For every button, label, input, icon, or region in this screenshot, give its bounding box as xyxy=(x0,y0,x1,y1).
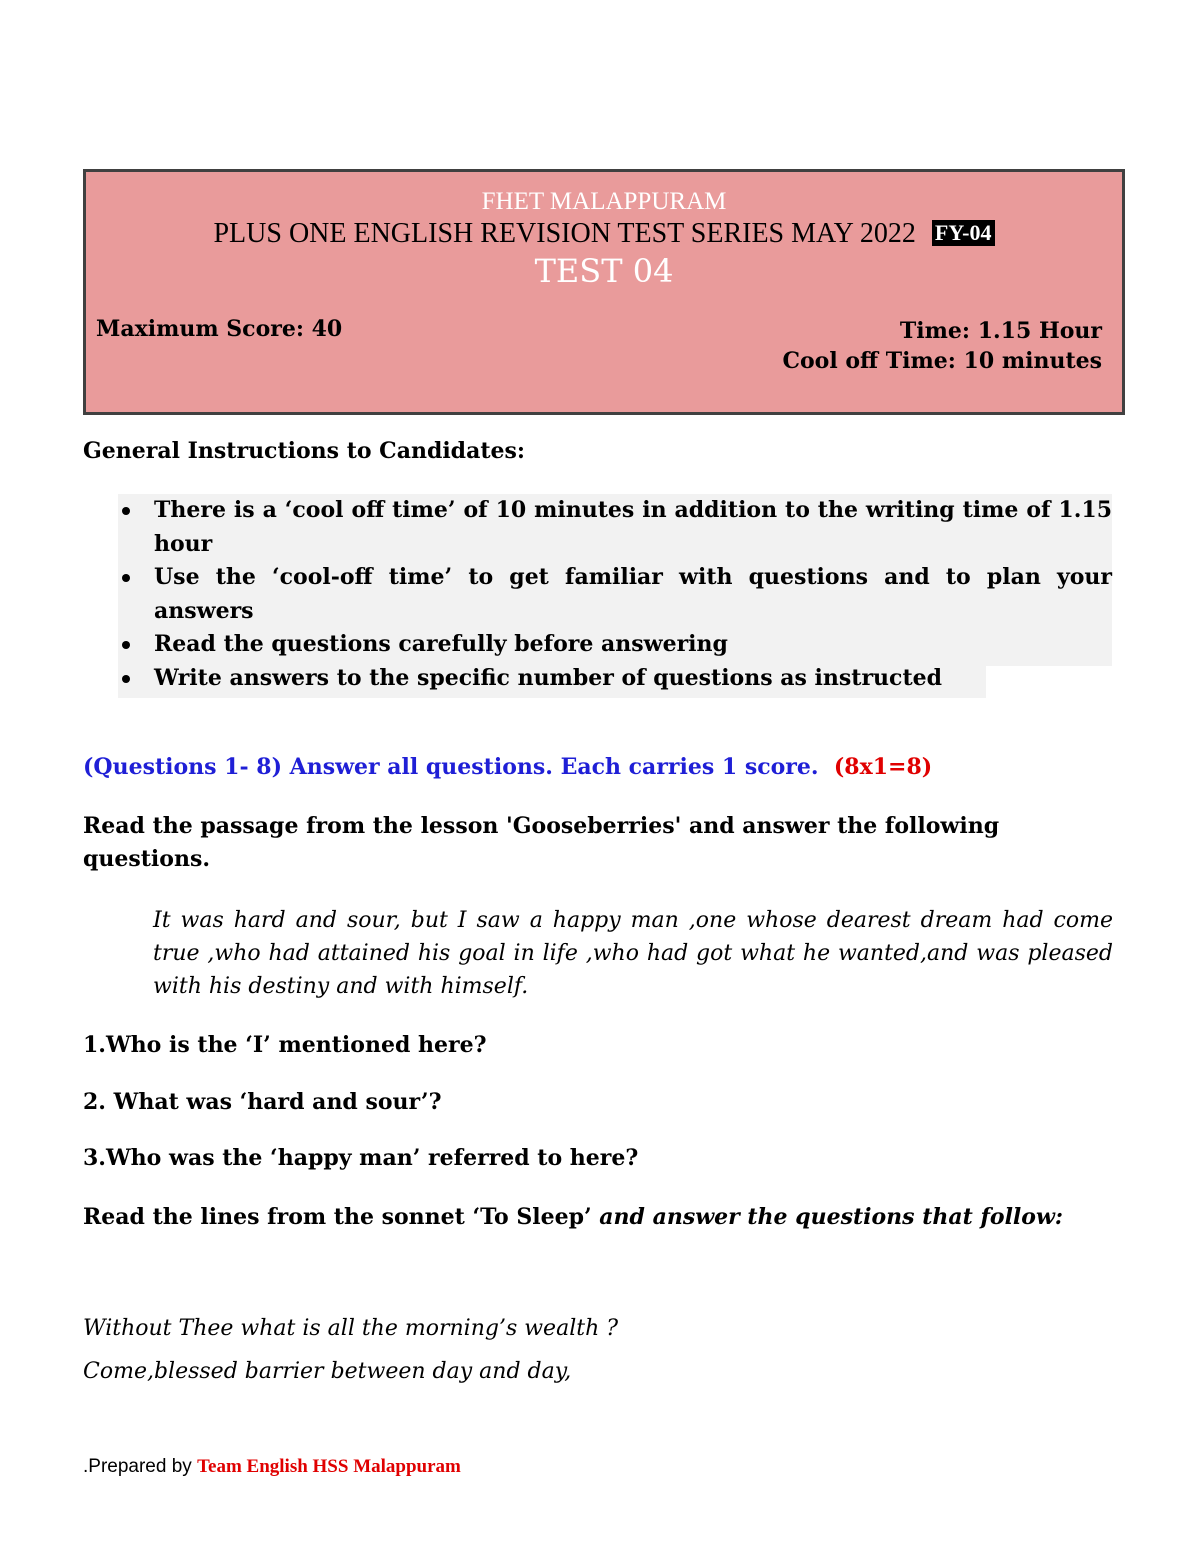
poem-line-1: Without Thee what is all the morning’s wealth ? xyxy=(83,1316,619,1341)
paper-code-badge: FY-04 xyxy=(932,220,995,246)
section-heading-text: (Questions 1- 8) Answer all questions. Each carries 1 score. xyxy=(83,754,819,780)
poem-intro xyxy=(83,1201,1113,1234)
passage-text: It was hard and sour, but I saw a happy man ,one whose dearest dream had come true ,who had attained his goal in life ,who had got what he wanted,and was pleased with his destiny and with himself. xyxy=(153,908,1113,999)
poem-line-2: Come,blessed barrier between day and day, xyxy=(83,1359,572,1384)
exam-title xyxy=(86,218,1122,250)
instruction-item: Use the ‘cool-off time’ to get familiar with questions and to plan your answers xyxy=(118,561,1112,628)
footer-prepared: .Prepared by xyxy=(83,1456,198,1477)
poem-intro-bold: Read the lines from the sonnet ‘To Sleep’ xyxy=(83,1204,592,1230)
question-3: 3.Who was the ‘happy man’ referred to here? xyxy=(83,1145,639,1171)
bullet-icon xyxy=(122,574,130,582)
instructions-title: General Instructions to Candidates: xyxy=(83,438,525,464)
exam-title-text: PLUS ONE ENGLISH REVISION TEST SERIES MAY 2022 xyxy=(213,218,916,249)
exam-time: Time: 1.15 Hour xyxy=(899,318,1102,344)
bullet-icon xyxy=(122,507,130,515)
instruction-item: Read the questions carefully before answering xyxy=(118,628,1112,662)
organization-name: FHET MALAPPURAM xyxy=(481,188,727,215)
instruction-item: Write answers to the specific number of questions as instructed xyxy=(118,662,1112,696)
footer-team: Team English HSS Malappuram xyxy=(197,1456,461,1477)
question-1: 1.Who is the ‘I’ mentioned here? xyxy=(83,1032,487,1058)
footer xyxy=(83,1456,461,1478)
cool-off-time: Cool off Time: 10 minutes xyxy=(782,348,1102,374)
passage-intro: Read the passage from the lesson 'Gooseberries' and answer the following questions. xyxy=(83,813,1000,872)
bullet-icon xyxy=(122,641,130,649)
maximum-score: Maximum Score: 40 xyxy=(96,316,343,342)
bullet-icon xyxy=(122,675,130,683)
instructions-list xyxy=(118,494,1112,695)
question-2: 2. What was ‘hard and sour’? xyxy=(83,1089,442,1115)
test-number: TEST 04 xyxy=(534,252,674,290)
section-heading xyxy=(83,754,932,780)
header-box xyxy=(83,169,1125,415)
instruction-item: There is a ‘cool off time’ of 10 minutes in addition to the writing time of 1.15 hour xyxy=(118,494,1112,561)
poem-intro-italic: and answer the questions that follow: xyxy=(591,1204,1064,1230)
section-score: (8x1=8) xyxy=(833,754,933,780)
time-info xyxy=(783,316,1103,376)
